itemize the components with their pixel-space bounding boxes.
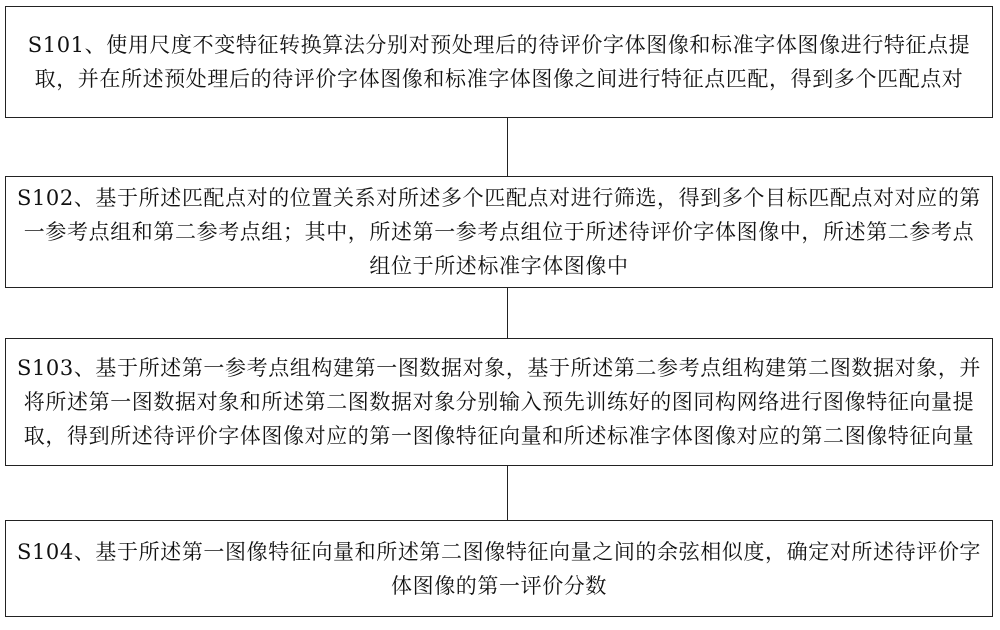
connector-line-s103-s104 (507, 466, 508, 520)
step-text-s104: S104、基于所述第一图像特征向量和所述第二图像特征向量之间的余弦相似度，确定对所述待评价字体图像的第一评价分数 (16, 539, 982, 598)
connector-line-s101-s102 (507, 118, 508, 176)
step-text-s102: S102、基于所述匹配点对的位置关系对所述多个匹配点对进行筛选，得到多个目标匹配点对对应的第一参考点组和第二参考点组；其中，所述第一参考点组位于所述待评价字体图像中，所述第二参考点组位于所述标准字体图像中 (16, 186, 982, 278)
step-box-s104 (5, 520, 993, 617)
connector-line-s102-s103 (507, 288, 508, 338)
step-text-s101: S101、使用尺度不变特征转换算法分别对预处理后的待评价字体图像和标准字体图像进行特征点提取，并在所述预处理后的待评价字体图像和标准字体图像之间进行特征点匹配，得到多个匹配点对 (27, 33, 971, 91)
step-box-s102 (5, 176, 993, 288)
step-box-s101 (5, 6, 993, 118)
step-box-s103 (5, 338, 993, 466)
step-text-s103: S103、基于所述第一参考点组构建第一图数据对象，基于所述第二参考点组构建第二图数据对象，并将所述第一图数据对象和所述第二图数据对象分别输入预先训练好的图同构网络进行图像特征向量提取，得到所述待评价字体图像对应的第一图像特征向量和所述标准字体图像对应的第二图像特征向量 (16, 356, 982, 448)
